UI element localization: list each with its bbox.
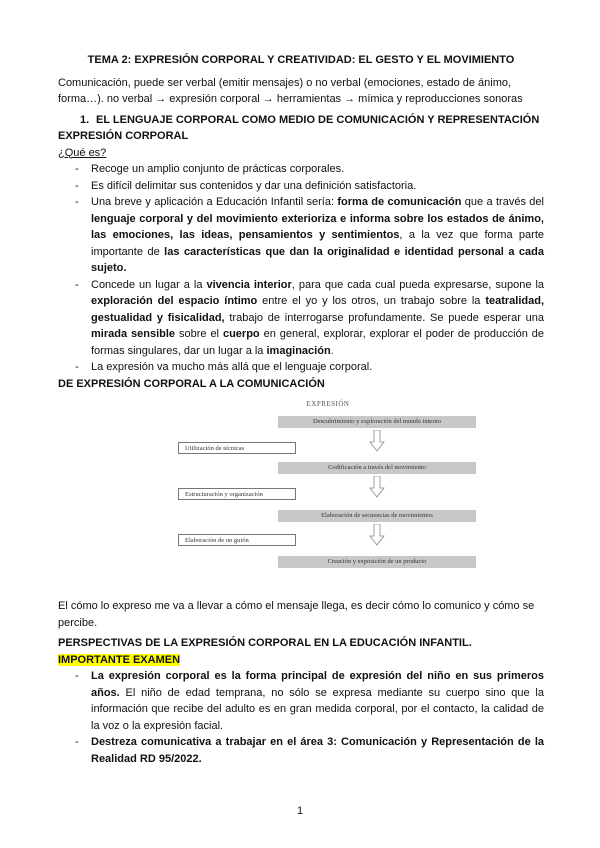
diagram-side-2: Estructuración y organización [178, 488, 296, 500]
diagram-title: EXPRESIÓN [306, 400, 350, 408]
important-exam-highlight: IMPORTANTE EXAMEN [58, 653, 181, 666]
list-item: - Una breve y aplicación a Educación Infantil sería: forma de comunicación que a través del lenguaje corporal y del movimiento exterioriza e informa sobre los estados de ánimo, las emociones, las ideas, pensamientos y sentimientos, a la vez que forma parte importante de las características que dan la originalidad e identidad personal a cada sujeto. [58, 194, 544, 277]
list-item: - Es difícil delimitar sus contenidos y dar una definición satisfactoria. [58, 178, 544, 195]
question-heading: ¿Qué es? [58, 146, 107, 159]
list-item: - Recoge un amplio conjunto de prácticas corporales. [58, 161, 544, 178]
document-page [58, 52, 544, 767]
diagram-step-2: Codificación a través del movimiento [278, 462, 476, 474]
diagram-side-3: Elaboración de un guión [178, 534, 296, 546]
down-arrow-icon [369, 476, 385, 498]
diagram-side-1: Utilización de técnicas [178, 442, 296, 454]
section-3-heading: PERSPECTIVAS DE LA EXPRESIÓN CORPORAL EN LA EDUCACIÓN INFANTIL. IMPORTANTE EXAMEN [58, 637, 472, 666]
diagram-step-3: Elaboración de secuencias de movimientos [278, 510, 476, 522]
list-item: - Concede un lugar a la vivencia interior, para que cada cual pueda expresarse, supone la exploración del espacio íntimo entre el yo y los otros, un trabajo sobre la teatralidad, gestualidad y fisicalidad, trabajo de interrogarse profundamente. Se puede esperar una mirada sensible sobre el cuerpo en general, explorar, explorar el poder de producción de formas singulares, dar un lugar a la imaginación. [58, 277, 544, 360]
definition-list [58, 161, 544, 376]
page-number: 1 [296, 805, 304, 817]
section-1-heading [80, 112, 544, 129]
subheading-expresion-corporal: EXPRESIÓN CORPORAL [58, 130, 189, 142]
list-item: - Destreza comunicativa a trabajar en el área 3: Comunicación y Representación de la Realidad RD 95/2022. [58, 734, 544, 767]
perspectives-list [58, 668, 544, 767]
section-2-heading: DE EXPRESIÓN CORPORAL A LA COMUNICACIÓN [58, 377, 325, 390]
down-arrow-icon [369, 430, 385, 452]
document-title: TEMA 2: EXPRESIÓN CORPORAL Y CREATIVIDAD: EL GESTO Y EL MOVIMIENTO [87, 54, 515, 66]
section-1-number: 1. [80, 113, 90, 126]
list-item: - La expresión va mucho más allá que el lenguaje corporal. [58, 359, 544, 376]
section-1-title: EL LENGUAJE CORPORAL COMO MEDIO DE COMUNICACIÓN Y REPRESENTACIÓN [96, 113, 540, 126]
intro-paragraph: Comunicación, puede ser verbal (emitir mensajes) o no verbal (emociones, estado de ánimo, forma…). no verbal → expresión corporal → herramientas → mímica y reproducciones sonoras [58, 76, 523, 105]
diagram-step-4: Creación y exposición de un producto [278, 556, 476, 568]
down-arrow-icon [369, 524, 385, 546]
comunicacion-paragraph: El cómo lo expreso me va a llevar a cómo el mensaje llega, es decir cómo lo comunico y cómo se percibe. [58, 600, 535, 629]
list-item: - La expresión corporal es la forma principal de expresión del niño en sus primeros años. El niño de edad temprana, no sólo se expresa mediante su cuerpo sino que la información que recibe del adulto es en gran medida corporal, por el contacto, la calidad de la voz o la expresión facial. [58, 668, 544, 734]
diagram-step-1: Descubrimiento y exploración del mundo interno [278, 416, 476, 428]
expression-flow-diagram [178, 396, 478, 588]
